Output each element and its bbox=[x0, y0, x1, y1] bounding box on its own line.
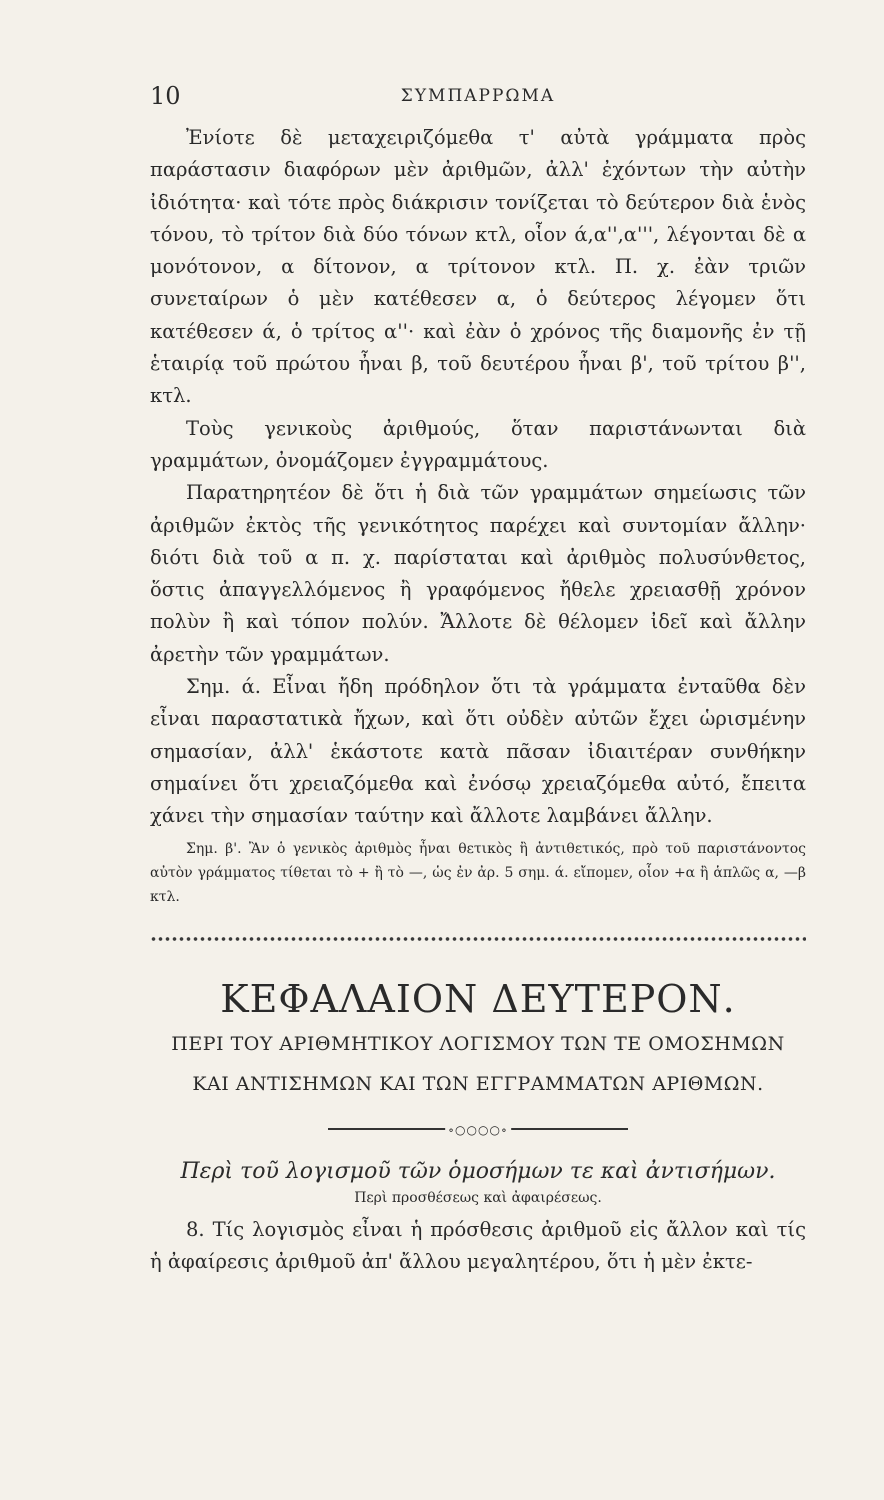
ornament-circles-icon: ∘○○○○∘ bbox=[445, 1123, 511, 1137]
page-body bbox=[150, 122, 806, 1278]
chapter-title: ΚΕΦΑΛΑΙΟΝ ΔΕΥΤΕΡΟΝ. bbox=[220, 976, 736, 1021]
running-head: ΣΥΜΠΑΡΡΩΜΑ bbox=[400, 86, 556, 106]
section-title: Περὶ τοῦ λογισμοῦ τῶν ὁμοσήμων τε καὶ ἀντισήμων. bbox=[180, 1158, 776, 1184]
paragraph-numbered: 8. Τίς λογισμὸς εἶναι ἡ πρόσθεσις ἀριθμοῦ εἰς ἄλλον καὶ τίς ἡ ἀφαίρεσις ἀριθμοῦ ἀπ' ἄλλου μεγαλητέρου, ὅτι ἡ μὲν ἐκτε- bbox=[150, 1217, 806, 1273]
footnote: Σημ. β'. Ἂν ὁ γενικὸς ἀριθμὸς ἦναι θετικὸς ἢ ἀντιθετικός, πρὸ τοῦ παριστάνοντος αὐτὸν γράμματος τίθεται τὸ + ἢ τὸ —, ὡς ἐν ἀρ. 5 σημ. ά. εἴπομεν, οἷον +α ἢ ἁπλῶς α, —β κτλ. bbox=[150, 840, 806, 905]
dotted-divider bbox=[150, 935, 806, 943]
paragraph-note: Σημ. ά. Εἶναι ἤδη πρόδηλον ὅτι τὰ γράμματα ἐνταῦθα δὲν εἶναι παραστατικὰ ἤχων, καὶ ὅτι οὐδὲν αὐτῶν ἔχει ὡρισμένην σημασίαν, ἀλλ' ἑκάστοτε κατὰ πᾶσαν ἰδιαιτέραν συνθήκην σημαίνει ὅτι χρειαζόμεθα καὶ ἐνόσῳ χρειαζόμεθα αὐτό, ἔπειτα χάνει τὴν σημασίαν ταύτην καὶ ἄλλοτε λαμβάνει ἄλλην. bbox=[150, 675, 806, 828]
page-header bbox=[150, 82, 806, 112]
paragraph: Παρατηρητέον δὲ ὅτι ἡ διὰ τῶν γραμμάτων σημείωσις τῶν ἀριθμῶν ἐκτὸς τῆς γενικότητος παρέχει καὶ συντομίαν ἄλλην· διότι διὰ τοῦ α π. χ. παρίσταται καὶ ἀριθμὸς πολυσύνθετος, ὅστις ἀπαγγελλόμενος ἢ γραφόμενος ἤθελε χρειασθῇ χρόνον πολὺν ἢ καὶ τόπον πολύν. Ἄλλοτε δὲ θέλομεν ἰδεῖ καὶ ἄλλην ἀρετὴν τῶν γραμμάτων. bbox=[150, 481, 806, 666]
page-number: 10 bbox=[150, 82, 181, 110]
paragraph: Ἐνίοτε δὲ μεταχειριζόμεθα τ' αὐτὰ γράμματα πρὸς παράστασιν διαφόρων μὲν ἀριθμῶν, ἀλλ' ἐχόντων τὴν αὐτὴν ἰδιότητα· καὶ τότε πρὸς διάκρισιν τονίζεται τὸ δεύτερον διὰ ἑνὸς τόνου, τὸ τρίτον διὰ δύο τόνων κτλ, οἷον ά,α'',α''', λέγονται δὲ α μονότονον, α δίτονον, α τρίτονον κτλ. Π. χ. ἐὰν τριῶν συνεταίρων ὁ μὲν κατέθεσεν α, ὁ δεύτερος λέγομεν ὅτι κατέθεσεν ά, ὁ τρίτος α''· καὶ ἐὰν ὁ χρόνος τῆς διαμονῆς ἐν τῇ ἑταιρίᾳ τοῦ πρώτου ἦναι β, τοῦ δευτέρου ἦναι β', τοῦ τρίτου β'', κτλ. bbox=[150, 126, 806, 408]
chapter-subtitle-line1: ΠΕΡΙ ΤΟΥ ΑΡΙΘΜΗΤΙΚΟΥ ΛΟΓΙΣΜΟΥ ΤΩΝ ΤΕ ΟΜΟΣΗΜΩΝ bbox=[171, 1032, 785, 1055]
section-subtitle: Περὶ προσθέσεως καὶ ἀφαιρέσεως. bbox=[354, 1189, 602, 1206]
ornament-rule bbox=[328, 1123, 628, 1135]
chapter-subtitle-line2: ΚΑΙ ΑΝΤΙΣΗΜΩΝ ΚΑΙ ΤΩΝ ΕΓΓΡΑΜΜΑΤΩΝ ΑΡΙΘΜΩΝ. bbox=[192, 1072, 764, 1095]
paragraph: Τοὺς γενικοὺς ἀριθμούς, ὅταν παριστάνωνται διὰ γραμμάτων, ὀνομάζομεν ἐγγραμμάτους. bbox=[150, 416, 806, 472]
